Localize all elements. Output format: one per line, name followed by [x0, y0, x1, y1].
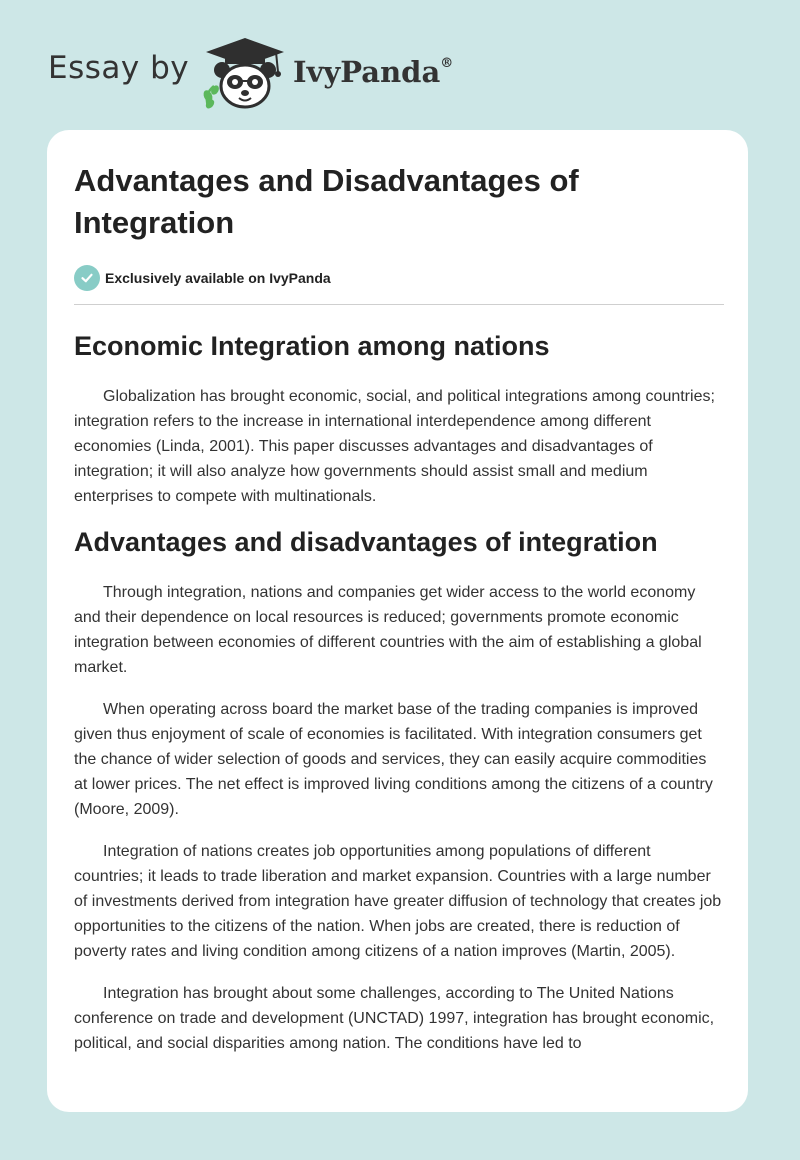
divider: [74, 304, 724, 305]
section-heading: Economic Integration among nations: [74, 331, 550, 361]
paragraph: Globalization has brought economic, social, and political integrations among countries; integration refers to the increase in international interdependence among different economies (Linda, 2001). This paper discusses advantages and disadvantages of integration; it will also analyze how governments should assist small and medium enterprises to compete with multinationals.: [74, 388, 715, 505]
panda-graduate-icon: [200, 36, 290, 112]
essay-content: [74, 160, 724, 1056]
exclusive-badge: [74, 264, 724, 292]
essay-by-label: Essay by: [48, 50, 190, 86]
site-header: [0, 0, 800, 130]
exclusive-label: Exclusively available on IvyPanda: [105, 270, 331, 286]
paragraph: Integration of nations creates job opportunities among populations of different countries; it leads to trade liberation and market expansion. Countries with a large number of investments derived from integration have greater diffusion of technology that creates job opportunities to the citizens of the nation. When jobs are created, there is reduction of poverty rates and living condition among citizens of a nation improves (Martin, 2005).: [74, 843, 722, 960]
check-circle-icon: [74, 265, 100, 291]
essay-title: Advantages and Disadvantages of Integration: [74, 163, 579, 240]
registered-mark: ®: [440, 56, 454, 72]
essay-card: [47, 130, 748, 1112]
paragraph: Through integration, nations and companies get wider access to the world economy and their dependence on local resources is reduced; governments promote economic integration between economies of different countries with the aim of establishing a global market.: [74, 584, 702, 676]
brand-name[interactable]: IvyPanda®: [293, 55, 454, 89]
paragraph: When operating across board the market base of the trading companies is improved given thus enjoyment of scale of economies is facilitated. With integration consumers get the chance of wider selection of goods and services, they can easily acquire commodities at lower prices. The net effect is improved living conditions among the citizens of a country (Moore, 2009).: [74, 701, 713, 818]
section-heading: Advantages and disadvantages of integration: [74, 527, 658, 557]
paragraph: Integration has brought about some challenges, according to The United Nations conference on trade and development (UNCTAD) 1997, integration has brought economic, political, and social disparities among nation. The conditions have led to: [74, 985, 715, 1052]
